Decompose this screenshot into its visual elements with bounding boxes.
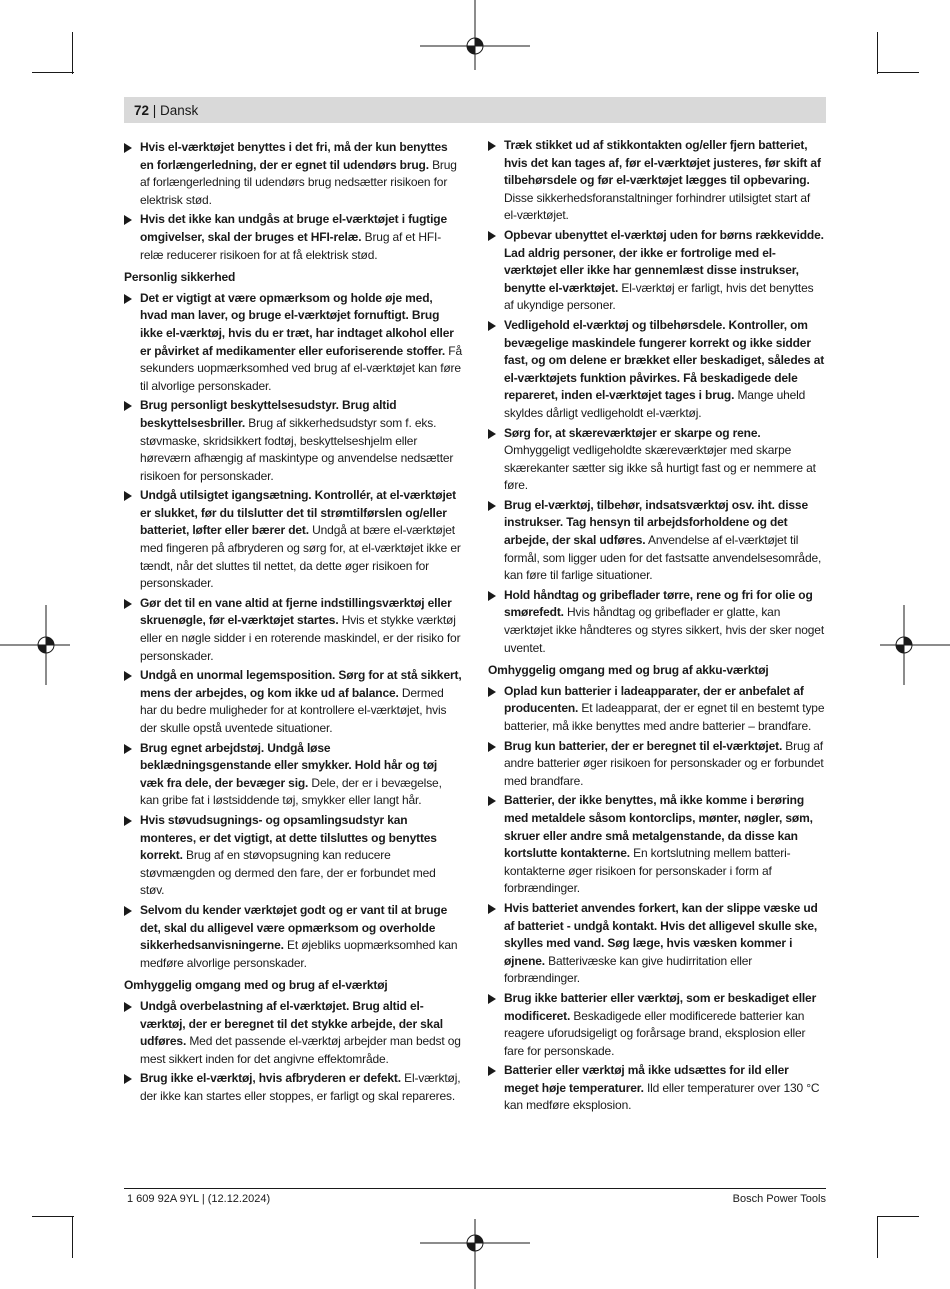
instruction-text: Anvendelse af el-værktøjet til formål, som ligger uden for det fastsatte anvendelsesområde, kan føre til farlige situationer.: [504, 533, 822, 583]
instruction-bold: Brug el-værktøj, tilbehør, indsatsværktøj osv. iht. disse instrukser. Tag hensyn til arbejdsforholdene og det arbejde, der skal udføres.: [504, 497, 808, 548]
bullet-arrow-icon: [124, 1002, 132, 1012]
bullet-arrow-icon: [488, 1066, 496, 1076]
crop-mark: [72, 1216, 73, 1258]
page-header: [134, 103, 198, 119]
safety-instruction: [124, 902, 462, 972]
safety-instruction: [488, 1062, 826, 1115]
safety-instruction: [124, 290, 462, 396]
bullet-arrow-icon: [488, 687, 496, 697]
instruction-text: El-værktøj, der ikke kan startes eller stoppes, er farligt og skal repareres.: [140, 1071, 461, 1103]
instruction-text: Mange uheld skyldes dårligt vedligeholdt el-værktøj.: [504, 388, 806, 420]
bullet-arrow-icon: [488, 501, 496, 511]
safety-instruction: [488, 497, 826, 585]
safety-instruction: [124, 487, 462, 593]
bullet-arrow-icon: [124, 1074, 132, 1084]
crop-mark: [877, 1216, 878, 1258]
safety-instruction: [124, 397, 462, 485]
bullet-arrow-icon: [488, 742, 496, 752]
safety-instruction: [488, 990, 826, 1060]
bullet-arrow-icon: [488, 904, 496, 914]
bullet-arrow-icon: [124, 143, 132, 153]
instruction-bold: Brug kun batterier, der er beregnet til el-værktøjet.: [504, 738, 783, 753]
bullet-arrow-icon: [488, 591, 496, 601]
safety-instruction: [488, 317, 826, 423]
safety-instruction: [488, 792, 826, 898]
instruction-text: Med det passende el-værktøj arbejder man bedst og mest sikkert inden for det angivne effektområde.: [140, 1034, 461, 1066]
safety-instruction: [488, 683, 826, 736]
instruction-text: El-værktøj er farligt, hvis det benyttes af ukyndige personer.: [504, 280, 814, 313]
instruction-text: Beskadigede eller modificerede batterier kan reagere uforudsigeligt og forårsage brand, eksplosion eller fare for personskade.: [504, 1008, 806, 1058]
instruction-text: Dele, der er i bevægelse, kan gribe fat i løstsiddende tøj, smykker eller langt hår.: [140, 775, 442, 808]
footer-brand: Bosch Power Tools: [732, 1193, 826, 1205]
instruction-text: Brug af andre batterier øger risikoen for personskader og er forbundet med brandfare.: [504, 738, 824, 788]
page-number: 72: [134, 103, 150, 118]
safety-instruction: [488, 738, 826, 791]
crop-mark: [32, 1216, 74, 1217]
instruction-text: Hvis håndtag og gribeflader er glatte, kan værktøjet ikke håndteres og styres sikkert, hvis der sker noget uventet.: [504, 605, 825, 655]
instruction-bold: Brug ikke el-værktøj, hvis afbryderen er defekt.: [140, 1071, 401, 1086]
registration-mark-left: [0, 605, 70, 685]
instruction-bold: Oplad kun batterier i ladeapparater, der er anbefalet af producenten.: [504, 683, 804, 716]
bullet-arrow-icon: [488, 321, 496, 331]
instruction-bold: Hold håndtag og gribeflader tørre, rene og fri for olie og smørefedt.: [504, 587, 813, 620]
registration-mark-right: [880, 605, 950, 685]
instruction-bold: Hvis el-værktøjet benyttes i det fri, må der kun benyttes en forlængerledning, der er egnet til udendørs brug.: [140, 140, 448, 172]
page-header-bar: [124, 97, 826, 123]
footer-rule: [124, 1188, 826, 1189]
bullet-arrow-icon: [124, 215, 132, 225]
safety-instruction: [124, 1070, 462, 1105]
bullet-arrow-icon: [124, 744, 132, 754]
instruction-text: En kortslutning mellem batteri-kontakterne øger risikoen for personskader i form af forbrændinger.: [504, 846, 791, 896]
crop-mark: [72, 32, 73, 74]
instruction-bold: Gør det til en vane altid at fjerne indstillingsværktøj eller skruenøgle, før el-værktøjet startes.: [140, 595, 452, 628]
bullet-arrow-icon: [124, 816, 132, 826]
instruction-bold: Hvis batteriet anvendes forkert, kan der slippe væske ud af batteriet - undgå kontakt. Hvis det alligevel skulle ske, skylles med vand. Søg læge, hvis væsken kommer i øjnene.: [504, 900, 818, 968]
safety-instruction: [124, 139, 462, 209]
header-language: Dansk: [160, 103, 199, 118]
instruction-bold: Batterier eller værktøj må ikke udsættes for ild eller meget høje temperaturer.: [504, 1063, 789, 1095]
safety-instruction: [488, 900, 826, 988]
instruction-text: Brug af forlængerledning til udendørs brug nedsætter risikoen for elektrisk stød.: [140, 157, 457, 207]
instruction-text: Undgå at bære el-værktøjet med fingeren på afbryderen og sørg for, at el-værktøjet ikke er tændt, når det sluttes til nettet, da dette øger risikoen for personskader.: [140, 523, 461, 591]
footer-doc-number: 1 609 92A 9YL | (12.12.2024): [127, 1193, 271, 1205]
bullet-arrow-icon: [124, 294, 132, 304]
safety-instruction: [124, 595, 462, 665]
crop-mark: [877, 32, 878, 74]
instruction-text: Et øjebliks uopmærksomhed kan medføre alvorlige personskader.: [140, 938, 458, 970]
instruction-bold: Det er vigtigt at være opmærksom og holde øje med, hvad man laver, og bruge el-værktøjet fornuftigt. Brug ikke el-værktøj, hvis du er træt, har indtaget alkohol eller er påvirket af medikamenter eller euforiserende stoffer.: [140, 290, 454, 358]
bullet-arrow-icon: [124, 491, 132, 501]
instruction-bold: Hvis det ikke kan undgås at bruge el-værktøjet i fugtige omgivelser, skal der bruges et HFI-relæ.: [140, 212, 448, 244]
instruction-bold: Træk stikket ud af stikkontakten og/eller fjern batteriet, hvis det kan tages af, før el-værktøjet justeres, før skift af tilbehørsdele og før el-værktøjet lægges til opbevaring.: [504, 138, 821, 188]
instruction-text: Et ladeapparat, der er egnet til en bestemt type batterier, må ikke benyttes med andre batterier – brandfare.: [504, 701, 825, 733]
left-column: [124, 139, 462, 1107]
instruction-text: Brug af et HFI-relæ reducerer risikoen for at få elektrisk stød.: [140, 229, 442, 262]
registration-mark-bottom: [420, 1219, 530, 1289]
safety-instruction: [488, 587, 826, 657]
instruction-bold: Brug egnet arbejdstøj. Undgå løse beklædningsgenstande eller smykker. Hold hår og tøj væk fra dele, der bevæger sig.: [140, 740, 438, 790]
crop-mark: [877, 72, 919, 73]
safety-instruction: [124, 740, 462, 810]
section-heading: Personlig sikkerhed: [124, 270, 236, 285]
bullet-arrow-icon: [124, 671, 132, 681]
crop-mark: [877, 1216, 919, 1217]
registration-mark-top: [420, 0, 530, 70]
instruction-bold: Hvis støvudsugnings- og opsamlingsudstyr kan monteres, er det vigtigt, at dette tilsluttes og benyttes korrekt.: [140, 812, 437, 863]
safety-instruction: [488, 425, 826, 495]
instruction-text: Batterivæske kan give hudirritation eller forbrændinger.: [504, 953, 753, 986]
bullet-arrow-icon: [124, 401, 132, 411]
crop-mark: [32, 72, 74, 73]
instruction-text: Disse sikkerhedsforanstaltninger forhindrer utilsigtet start af el-værktøjet.: [504, 190, 811, 223]
instruction-bold: Opbevar ubenyttet el-værktøj uden for børns rækkevidde. Lad aldrig personer, der ikke er fortrolige med el-værktøjet eller ikke har gennemlæst disse instrukser, benytte el-værktøjet.: [504, 227, 824, 295]
instruction-text: Brug af en støvopsugning kan reducere støvmængden og dermed den fare, der er forbundet med støv.: [140, 848, 436, 898]
safety-instruction: [488, 227, 826, 315]
instruction-text: Omhyggeligt vedligeholdte skæreværktøjer med skarpe skærekanter sætter sig ikke så hurtigt fast og er nemmere at føre.: [504, 443, 816, 493]
instruction-text: Brug af sikkerhedsudstyr som f. eks. støvmaske, skridsikkert fodtøj, beskyttelseshjelm eller høreværn afhængig af maskintype og anvendelse nedsætter risikoen for personskader.: [140, 415, 454, 483]
bullet-arrow-icon: [488, 994, 496, 1004]
instruction-text: Dermed har du bedre muligheder for at kontrollere el-værktøjet, hvis der skulle opstå uventede situationer.: [140, 685, 447, 735]
bullet-arrow-icon: [488, 231, 496, 241]
safety-instruction: [124, 667, 462, 737]
instruction-text: Ild eller temperaturer over 130 °C kan medføre eksplosion.: [504, 1080, 820, 1113]
instruction-bold: Sørg for, at skæreværktøjer er skarpe og rene.: [504, 425, 761, 440]
instruction-bold: Batterier, der ikke benyttes, må ikke komme i berøring med metaldele såsom kontorclips, mønter, nøgler, søm, skruer eller andre små metalgenstande, da disse kan kortslutte kontakterne.: [504, 793, 813, 861]
instruction-bold: Vedligehold el-værktøj og tilbehørsdele. Kontroller, om bevægelige maskindele fungerer korrekt og ikke sidder fast, og om delene er brækket eller beskadiget, således at el-værktøjets funktion påvirkes. Få beskadigede dele repareret, inden el-værktøjet tages i brug.: [504, 317, 825, 403]
instruction-bold: Undgå utilsigtet igangsætning. Kontrollér, at el-værktøjet er slukket, før du tilslutter det til strømtilførslen og/eller batteriet, løfter eller bærer det.: [140, 488, 456, 538]
instruction-bold: Undgå overbelastning af el-værktøjet. Brug altid el-værktøj, der er beregnet til det stykke arbejde, der skal udføres.: [140, 998, 443, 1049]
safety-instruction: [124, 211, 462, 264]
bullet-arrow-icon: [488, 141, 496, 151]
right-column: [488, 137, 826, 1117]
safety-instruction: [124, 998, 462, 1068]
instruction-text: Hvis et stykke værktøj eller en nøgle sidder i en roterende maskindel, er der risiko for personskader.: [140, 613, 461, 663]
instruction-bold: Selvom du kender værktøjet godt og er vant til at bruge det, skal du alligevel være opmærksom og overholde sikkerhedsanvisningerne.: [140, 902, 448, 953]
safety-instruction: [124, 812, 462, 900]
bullet-arrow-icon: [124, 599, 132, 609]
instruction-bold: Brug ikke batterier eller værktøj, som er beskadiget eller modificeret.: [504, 990, 817, 1023]
bullet-arrow-icon: [124, 906, 132, 916]
instruction-bold: Brug personligt beskyttelsesudstyr. Brug altid beskyttelsesbriller.: [140, 398, 397, 430]
instruction-bold: Undgå en unormal legemsposition. Sørg for at stå sikkert, mens der arbejdes, og kom ikke ud af balance.: [140, 668, 462, 700]
instruction-text: Få sekunders uopmærksomhed ved brug af el-værktøjet kan føre til alvorlige personskader.: [140, 343, 462, 393]
bullet-arrow-icon: [488, 429, 496, 439]
bullet-arrow-icon: [488, 796, 496, 806]
section-heading: Omhyggelig omgang med og brug af el-værktøj: [124, 978, 388, 993]
safety-instruction: [488, 137, 826, 225]
section-heading: Omhyggelig omgang med og brug af akku-værktøj: [488, 663, 769, 678]
header-separator: |: [149, 103, 161, 118]
